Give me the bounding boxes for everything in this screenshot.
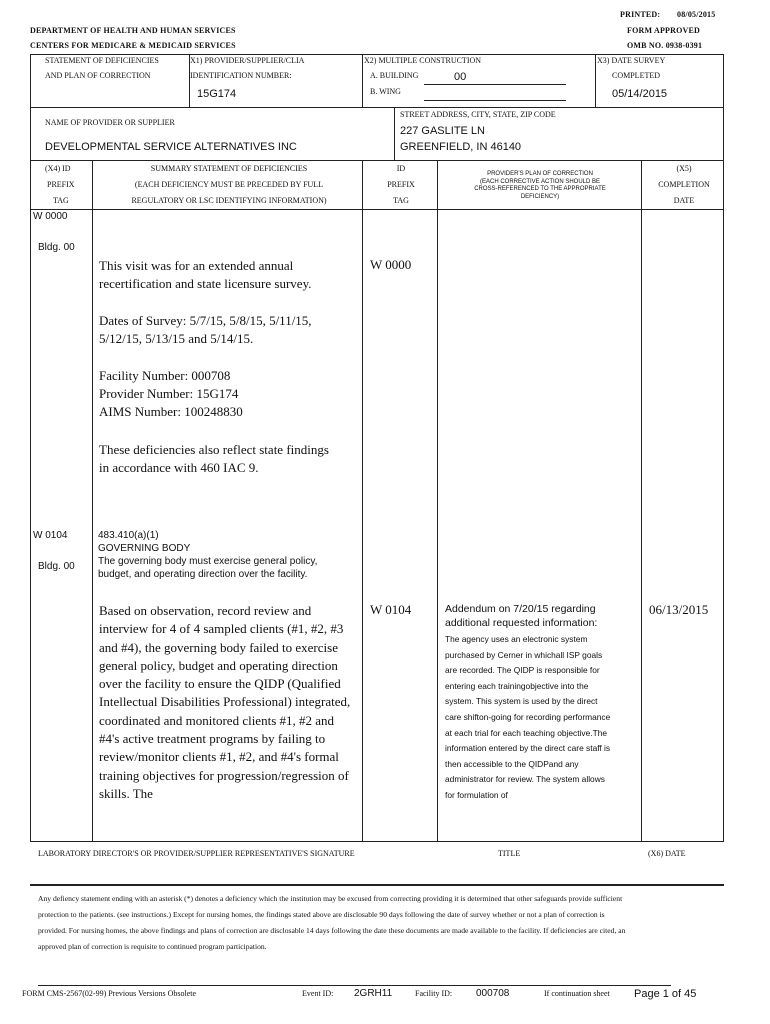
plan-label-3: CROSS-REFERENCED TO THE APPROPRIATE — [474, 186, 606, 192]
event-id-label: Event ID: — [302, 989, 334, 998]
entry-tag: W 0104 — [33, 530, 68, 541]
address-line-2: GREENFIELD, IN 46140 — [400, 141, 522, 153]
centers-title: CENTERS FOR MEDICARE & MEDICAID SERVICES — [30, 41, 236, 50]
statement-label: STATEMENT OF DEFICIENCIES — [45, 56, 159, 65]
date-survey-label: X3) DATE SURVEY — [597, 56, 666, 65]
rule — [30, 209, 724, 210]
provider-number: Provider Number: 15G174 — [99, 386, 239, 401]
id-prefix-tag: W 0000 — [370, 257, 412, 272]
x4-label-3: TAG — [53, 196, 69, 205]
signature-label: LABORATORY DIRECTOR'S OR PROVIDER/SUPPLIER REPRESENTATIVE'S SIGNATURE — [38, 849, 355, 858]
rule — [38, 985, 671, 986]
completion-date: 06/13/2015 — [649, 602, 709, 617]
building-label: A. BUILDING — [370, 71, 419, 80]
rule — [30, 160, 724, 161]
plan-label-2: (EACH CORRECTIVE ACTION SHOULD BE — [479, 178, 601, 185]
event-id-value: 2GRH11 — [354, 988, 393, 999]
rule — [30, 54, 724, 55]
printed-label: PRINTED: — [620, 10, 661, 19]
aims-number: AIMS Number: 100248830 — [99, 404, 243, 419]
page-number: Page 1 of 45 — [634, 988, 697, 1000]
plan-label-1: PROVIDER'S PLAN OF CORRECTION — [487, 171, 593, 177]
building-underline — [424, 84, 566, 85]
id-label: ID — [396, 164, 406, 173]
plan-of-correction: The agency uses an electronic system purchased by Cerner in whichall ISP goals are recorded. The QIDP is responsible for entering each trainingobjective into the system. This system is used by the direct care shifton-going for recording performance at each trial for each teaching objective.The information entered by the direct care staff is then accessible to the QIDPand any administrator for review. The system allows for formulation of — [445, 634, 611, 800]
summary-label: SUMMARY STATEMENT OF DEFICIENCIES — [150, 164, 308, 173]
wing-label: B. WING — [370, 87, 401, 96]
id-label-2: PREFIX — [387, 180, 415, 189]
building-value: 00 — [454, 71, 467, 83]
disclosure-footnote: Any defiency statement ending with an asterisk (*) denotes a deficiency which the institution may be excused from correcting providing it is determined that other safeguards provide sufficient protection to the patients. (see instructions.) Except for nursing homes, the findings stated above are disclosable 90 days following the date of survey whether or not a plan of correction is provided. For nursing homes, the above findings and plans of correction are disclosable 14 days following the date these documents are made available to the facility. If deficiencies are cited, an approved plan of correction is requisite to continued program participation. — [38, 894, 626, 951]
provider-id-value: 15G174 — [197, 88, 237, 100]
x4-label: (X4) ID — [45, 164, 71, 173]
provider-id-label: X1) PROVIDER/SUPPLIER/CLIA — [190, 56, 305, 65]
form-number: FORM CMS-2567(02-99) Previous Versions Obsolete — [22, 989, 197, 998]
plan-label — [440, 171, 640, 201]
regulation-number: 483.410(a)(1) — [98, 530, 159, 541]
survey-intro: This visit was for an extended annual recertification and state licensure survey. — [99, 258, 312, 292]
x6-date-label: (X6) DATE — [648, 849, 686, 858]
deficiency-findings: Based on observation, record review and interview for 4 of 4 sampled clients (#1, #2, #3 and #4), the governing body failed to exercise general policy, budget and operating direction over the facility to ensure the QIDP (Qualified Intellectual Disabilities Professional) integrated, coordinated and monitored clients #1, #2 and #4's active treatment programs by failing to review/monitor clients #1, #2, and #4's formal training objectives for progression/regression of skills. The — [99, 603, 351, 801]
date-survey-label-2: COMPLETED — [612, 71, 660, 80]
rule — [362, 54, 363, 107]
rule — [723, 160, 724, 842]
state-findings: These deficiencies also reflect state findings in accordance with 460 IAC 9. — [99, 442, 329, 476]
facility-number: Facility Number: 000708 — [99, 368, 231, 383]
building-tag: Bldg. 00 — [38, 242, 75, 253]
provider-name-value: DEVELOPMENTAL SERVICE ALTERNATIVES INC — [45, 141, 297, 153]
form-approved: FORM APPROVED — [627, 26, 701, 35]
address-label: STREET ADDRESS, CITY, STATE, ZIP CODE — [400, 110, 556, 119]
rule — [30, 884, 724, 886]
rule — [92, 160, 93, 842]
survey-dates: Dates of Survey: 5/7/15, 5/8/15, 5/11/15, 5/12/15, 5/13/15 and 5/14/15. — [99, 313, 312, 347]
rule — [30, 54, 31, 161]
rule — [362, 160, 363, 842]
summary-label-2: (EACH DEFICIENCY MUST BE PRECEDED BY FULL — [134, 180, 324, 189]
building-tag: Bldg. 00 — [38, 561, 75, 572]
x5-label-3: DATE — [673, 196, 695, 205]
date-survey-value: 05/14/2015 — [612, 88, 668, 100]
facility-id-label: Facility ID: — [415, 989, 453, 998]
provider-name-label: NAME OF PROVIDER OR SUPPLIER — [45, 118, 175, 127]
plan-label-4: DEFICIENCY) — [520, 193, 560, 200]
facility-id-value: 000708 — [476, 988, 510, 999]
id-label-3: TAG — [393, 196, 409, 205]
x5-label-2: COMPLETION — [658, 180, 710, 189]
summary-label-3: REGULATORY OR LSC IDENTIFYING INFORMATION) — [131, 196, 327, 205]
address-line-1: 227 GASLITE LN — [400, 125, 485, 137]
department-title: DEPARTMENT OF HEALTH AND HUMAN SERVICES — [30, 26, 236, 35]
rule — [723, 54, 724, 161]
rule — [641, 160, 642, 842]
regulation-heading: GOVERNING BODY — [98, 543, 191, 554]
statement-label-2: AND PLAN OF CORRECTION — [45, 71, 151, 80]
omb-number: OMB NO. 0938-0391 — [627, 41, 703, 50]
x4-label-2: PREFIX — [47, 180, 75, 189]
wing-underline — [424, 100, 566, 101]
rule — [437, 160, 438, 842]
printed-date: 08/05/2015 — [677, 10, 716, 19]
regulation-text: The governing body must exercise general policy, budget, and operating direction over the facility. — [98, 556, 318, 580]
continuation-label: If continuation sheet — [544, 989, 610, 998]
rule — [30, 160, 31, 842]
x5-label: (X5) — [676, 164, 692, 173]
rule — [30, 841, 724, 842]
rule — [394, 107, 395, 161]
multiple-construction-label: X2) MULTIPLE CONSTRUCTION — [364, 56, 482, 65]
id-prefix-tag: W 0104 — [370, 602, 412, 617]
entry-tag: W 0000 — [33, 211, 68, 222]
provider-id-label-2: IDENTIFICATION NUMBER: — [190, 71, 292, 80]
rule — [595, 54, 596, 107]
rule — [30, 107, 724, 108]
title-label: TITLE — [498, 849, 521, 858]
plan-addendum-heading: Addendum on 7/20/15 regarding additional requested information: — [445, 603, 598, 629]
